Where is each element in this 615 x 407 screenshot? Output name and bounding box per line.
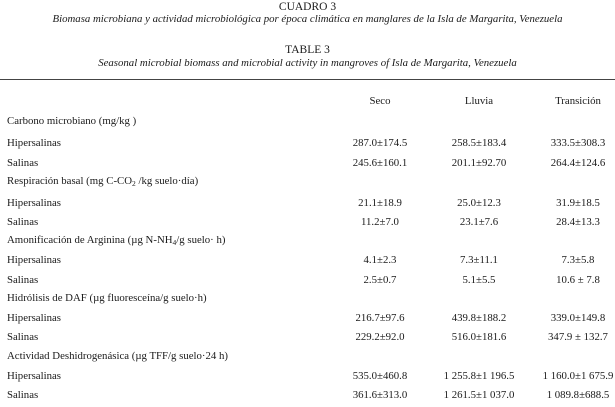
table-cell: 25.0±12.3 [457,197,501,209]
table-cell: 1 261.5±1 037.0 [443,389,515,401]
table-cell: 2.5±0.7 [363,274,397,286]
row-label: Hipersalinas [7,137,61,149]
table-cell: 11.2±7.0 [361,216,399,228]
table-cell: 4.1±2.3 [363,254,397,266]
table-row [0,369,615,383]
table-cell: 201.1±92.70 [451,157,507,169]
table-row [0,311,615,325]
table-cell: 7.3±5.8 [561,254,595,266]
group-label [7,174,198,189]
table-cell: 516.0±181.6 [451,331,507,343]
group-label-subscript: 2 [132,179,136,188]
table-row [0,388,615,402]
row-label: Hipersalinas [7,254,61,266]
table-cell: 361.6±313.0 [352,389,408,401]
group-label [7,233,225,248]
table-cell: 31.9±18.5 [556,197,600,209]
table-cell: 1 160.0±1 675.9 [542,370,614,382]
group-label-text: Respiración basal (mg C-CO [7,175,133,187]
table-cell: 333.5±308.3 [550,137,606,149]
table-cell: 258.5±183.4 [451,137,507,149]
cuadro-title: CUADRO 3 [278,1,337,13]
table-cell: 28.4±13.3 [556,216,600,228]
table-row [0,136,615,150]
table-row [0,253,615,267]
table-row [0,156,615,170]
table-row [0,330,615,344]
table-row [0,215,615,229]
table-cell: 10.6 ± 7.8 [556,274,600,286]
row-label: Hipersalinas [7,312,61,324]
row-label: Salinas [7,331,39,343]
table-cell: 23.1±7.6 [459,216,499,228]
table-cell: 535.0±460.8 [352,370,408,382]
table-cell: 216.7±97.6 [355,312,405,324]
column-header-row [0,94,615,108]
group-header-hidrolisis [0,291,615,305]
group-label-text-end: /kg suelo·día) [135,175,199,187]
table-cell: 264.4±124.6 [550,157,606,169]
group-label-text-end: /g suelo· h) [176,234,226,246]
row-label: Hipersalinas [7,197,61,209]
column-header-lluvia: Lluvia [464,95,494,107]
group-label-text: Amonificación de Arginina (µg N-NH [7,234,173,246]
table-cell: 287.0±174.5 [352,137,408,149]
column-header-seco: Seco [369,95,391,107]
group-label: Hidrólisis de DAF (µg fluoresceína/g suelo·h) [7,292,207,304]
table-subtitle: Seasonal microbial biomass and microbial activity in mangroves of Isla de Margarita, Venezuela [98,57,517,69]
row-label: Salinas [7,389,39,401]
table-cell: 339.0±149.8 [550,312,606,324]
table-cell: 7.3±11.1 [460,254,498,266]
table-cell: 347.9 ± 132.7 [548,331,608,343]
group-header-amonificacion [0,233,615,247]
row-label: Salinas [7,274,39,286]
table-cell: 1 089.8±688.5 [546,389,610,401]
group-label: Actividad Deshidrogenásica (µg TFF/g suelo·24 h) [7,350,229,362]
group-header-respiracion [0,174,615,188]
table-cell: 229.2±92.0 [355,331,405,343]
column-header-transicion: Transición [555,95,601,107]
group-header-carbono [0,114,615,128]
top-rule [0,79,615,80]
table-title: TABLE 3 [285,44,330,56]
row-label: Hipersalinas [7,370,61,382]
table-cell: 21.1±18.9 [358,197,402,209]
row-label: Salinas [7,216,39,228]
table-cell: 245.6±160.1 [352,157,408,169]
table-cell: 439.8±188.2 [451,312,507,324]
row-label: Salinas [7,157,39,169]
group-label-subscript: 4 [172,238,177,247]
table-cell: 5.1±5.5 [462,274,496,286]
group-header-deshidrogenasica [0,349,615,363]
table-row [0,196,615,210]
table-row [0,273,615,287]
group-label: Carbono microbiano (mg/kg ) [7,115,137,127]
table-cell: 1 255.8±1 196.5 [443,370,515,382]
cuadro-subtitle: Biomasa microbiana y actividad microbiológica por época climática en manglares de la Isla de Margarita, Venezuela [52,13,563,25]
